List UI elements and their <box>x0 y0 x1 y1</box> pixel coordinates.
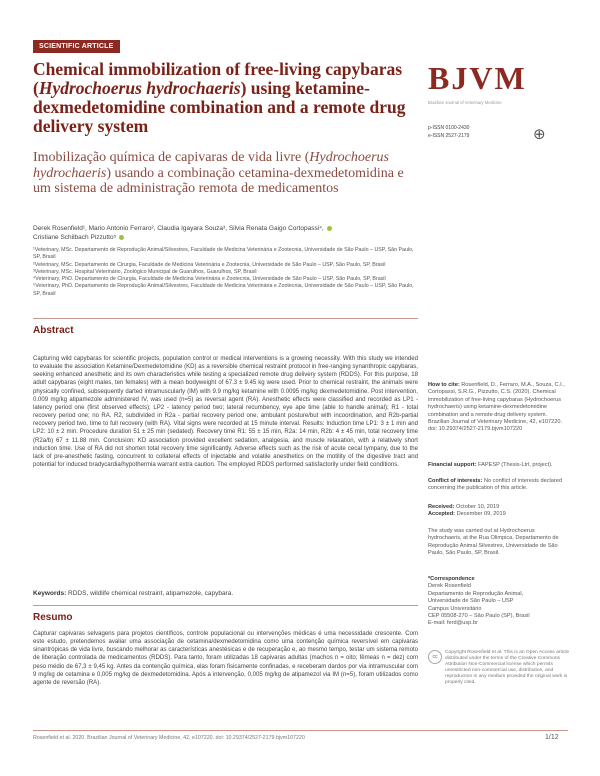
journal-logo-text: BJVM <box>428 60 527 96</box>
correspondence-email[interactable]: E-mail: ferd@usp.br <box>428 620 478 627</box>
correspondence-line: Departamento de Reprodução Animal, <box>428 590 524 597</box>
orcid-icon[interactable] <box>327 226 332 231</box>
footer-divider <box>33 730 568 731</box>
article-title-portuguese <box>33 150 418 197</box>
affiliation-4: ⁴Veterinary, PhD. Departamento de Cirurgia, Faculdade de Medicina Veterinária e Zootecnia, Universidade de São Paulo – USP, São Paulo, SP, Brasil <box>33 276 386 283</box>
abstract-text: Capturing wild capybaras for scientific projects, population control or medical interventions is a growing necessity. With this study we intended to evaluate the association Ketamine/Dexmedetomidine (KD) as a reversible chemical restraint protocol in free-ranging synanthropic capybaras, seeking enhanced anesthetic and its own characteristics while testing a specialized remote drug delivery system (RDDS). For this purpose, 18 adult capybaras (eight males, ten females) with a mean bodyweight of 67.3 ± 9.45 kg were used. Prior to chemical restraint, the animals were physically confined, subsequently darted intramuscularly (IM) with 9.9 mg/kg ketamine with 0.0095 mg/kg dexmedetomidine. Post intervention, 0.009 mg/kg atipamezole administered IV, was used (n=5) as reversal agent (RA). Anesthetic effects were classified and recorded as LP1 - latency period one (first observed effects); LP2 - latency period two; lateral recumbency, eye ape time (able to handle animal); R1 - total recovery period one; no RA. R2, subdivided in R2a - partial recovery period one, ambulant posture/but with incoordination, and R2b-partial recovery period two, time to full recovery (with RA). Vital signs were recorded at 15 minute interval. Results: Induction time LP1: 3 ± 1 min and LP2: 10 ± 2 min. Procedure duration 51 ± 25 min (sedated). Recovery time R1: 55 ± 15 min, R2a: 14 min, R2b: 4 ± 45 min, total recovery time (R2a/b) 67 ± 11.88 min. Conclusion: KD association provided excellent sedation, analgesia, and muscle relaxation, with a relatively short induction time. Use of RA did not shorten total recovery time significantly. Adverse effects such as the risk of acute cecal tympany, due to the lack of pre-anesthetic fasting, concurrent to collateral effects of injectable and volatile anesthetics on the motility of the digestive tract and potential for induced bradycardia/hypothermia warrant extra caution. The employed RDDS performed satisfactorily under field conditions. <box>33 356 418 469</box>
title-en-species: Hydrochoerus hydrochaeris <box>38 78 241 98</box>
creative-commons-icon: cc <box>428 650 442 664</box>
keywords <box>33 590 418 597</box>
keywords-text: RDDS, wildlife chemical restraint, atipamezole, capybara. <box>68 590 234 597</box>
title-en-part2: ) using ketamine-dexmedetomidine combination and a remote drug delivery system <box>33 78 406 136</box>
resumo-text: Capturar capivaras selvagens para projetos científicos, controle populacional ou intervenções médicas é uma necessidade crescente. Com este estudo, pretendemos avaliar uma associação de cetamina/dexmedetomidina como uma contenção química reversível em capivaras sinantrópicas de vida livre, buscando melhorar as características anestésicas e de recuperação e, ao mesmo tempo, testar um sistema remoto de liberação controlada de medicamentos (RDDS). Para tanto, foram utilizadas 18 capivaras adultas (machos n = oito; fêmeas n = dez) com peso médio de 67,3 ± 9,45 kg. Antes da contenção química, elas foram fisicamente confinadas, e receberam dardos por via intramuscular com 9 mg/kg de cetamina e 0,005 mg/kg de dexmedetomidina. Após a intervenção, 0,005 mg/kg de atipamezol via IM (n=5), foram utilizados como agente de reversão (RA). <box>33 631 418 686</box>
accepted-date: Accepted: December 09, 2019 <box>428 511 506 518</box>
affiliation-1: ¹Veterinary, MSc. Departamento de Reprodução Animal/Silvestres, Faculdade de Medicina Veterinária e Zootecnia, Universidade de São Paulo – USP, São Paulo, SP, Brasil <box>33 247 414 261</box>
correspondence-line: Campus Universitário <box>428 605 482 612</box>
page-number: 1/12 <box>545 734 559 741</box>
title-pt-species: Hydrochoerus hydrochaeris <box>33 150 389 181</box>
study-location: The study was carried out at Hydrochoerus hydrochaeris, at the Rua Olimpica, Departamento de Reprodução Animal Silvestres, Universidade de São Paulo, São Paulo, SP, Brasil. <box>428 528 559 557</box>
correspondence-line: CEP 05508-270 – São Paulo (SP), Brasil <box>428 613 530 620</box>
open-access-icon: ⊕ <box>533 125 546 143</box>
license-text: Copyright Rosenfield et al. This is an Open Access article distributed under the terms of the Creative Commons Attribution Non-Commercial license which permits unrestricted non-commercial use, distribution, and reproduction in any medium provided the original work is properly cited. <box>445 650 570 686</box>
abstract-heading: Abstract <box>33 325 74 336</box>
cite-label: How to cite: <box>428 382 460 388</box>
journal-logo-subtitle: Brazilian Journal of Veterinary Medicine <box>428 100 502 105</box>
conflict-text: No conflict of interests declared concerning the publication of this article. <box>428 478 562 492</box>
footer-citation: Rosenfield et al. 2020. Brazilian Journal of Veterinary Medicine, 42, e107220. doi: 10.29374/2527-2179.bjvm107220 <box>33 735 305 741</box>
affiliations <box>33 247 418 298</box>
correspondence-line: Derek Rosenfield <box>428 583 471 590</box>
title-en-part1: Chemical immobilization of free-living capybaras ( <box>33 59 403 98</box>
correspondence <box>428 576 568 628</box>
how-to-cite <box>428 382 568 434</box>
correspondence-line: Universidade de São Paulo – USP <box>428 598 514 605</box>
author-list <box>33 224 418 242</box>
divider <box>33 605 418 606</box>
cite-text: Rosenfield, D., Ferraro, M.A., Souza, C.I., Cortopassi, S.R.G., Pizzutto, C.S. (2020). Chemical immobilization of free-living capybaras (Hydrochoerus hydrochaeris) using ketamine-dexmedetomidine combination and a remote drug delivery system. Brazilian Journal of Veterinary Medicine, 42, e107220. doi: 10.29374/2527-2179.bjvm107220 <box>428 382 565 433</box>
dates <box>428 504 568 519</box>
resumo-heading: Resumo <box>33 612 73 623</box>
print-issn: p-ISSN 0100-2430 <box>428 125 470 131</box>
journal-logo <box>428 60 568 115</box>
financial-support <box>428 462 568 469</box>
title-pt-part1: Imobilização química de capivaras de vida livre ( <box>33 150 310 165</box>
affiliation-3: ³Veterinary, MSc. Hospital Veterinário, Zoológico Municipal de Guarulhos, Guarulhos, SP, Brasil <box>33 268 257 275</box>
title-pt-part2: ) usando a combinação cetamina-dexmedetomidina e um sistema de administração remota de medicamentos <box>33 165 404 196</box>
article-title-english <box>33 60 418 136</box>
author-line-1: Derek Rosenfield¹, Mario Antonio Ferraro², Claudia Igayara Souza³, Silvia Renata Gaigo Cortopassi⁴, <box>33 224 418 233</box>
affiliation-5: ⁵Veterinary, PhD. Departamento de Reprodução Animal/Silvestres, Faculdade de Medicina Veterinária e Zootecnia, Universidade de São Paulo – USP, São Paulo, SP, Brasil <box>33 283 414 297</box>
conflict-label: Conflict of interests: <box>428 478 483 484</box>
support-label: Financial support: <box>428 462 477 468</box>
conflict-of-interests <box>428 478 568 493</box>
affiliation-2: ²Veterinary, MSc. Departamento de Cirurgia, Faculdade de Medicina Veterinária e Zootecnia, Universidade de São Paulo – USP, São Paulo, SP, Brasil <box>33 261 386 268</box>
divider <box>33 318 418 319</box>
author-line-2: Cristiane Schilbach Pizzutto⁵ <box>33 233 418 242</box>
received-date: Received: October 10, 2019 <box>428 504 500 510</box>
keywords-label: Keywords: <box>33 590 67 597</box>
correspondence-label: *Correspondence <box>428 576 475 582</box>
issn-block <box>428 124 469 140</box>
support-text: FAPESP (Thesis-Ltrl, project). <box>478 462 553 468</box>
orcid-icon[interactable] <box>119 235 124 240</box>
electronic-issn: e-ISSN 2527-2179 <box>428 133 470 139</box>
article-type-badge: SCIENTIFIC ARTICLE <box>33 40 120 53</box>
